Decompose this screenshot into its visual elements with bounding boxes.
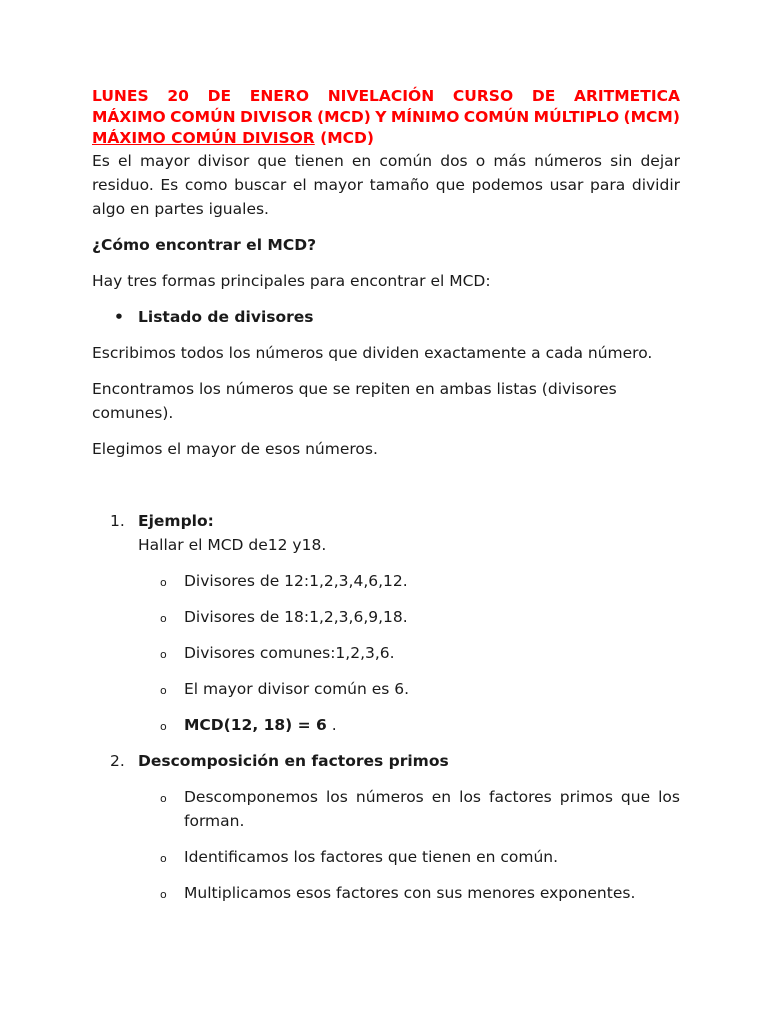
circle-bullet-icon: o	[160, 612, 167, 625]
sub-item-text: Multiplicamos esos factores con sus menores exponentes.	[184, 884, 636, 902]
heading-word: MÍNIMO	[390, 108, 460, 126]
heading-line-1	[92, 86, 680, 107]
mcd-result: MCD(12, 18) = 6	[184, 716, 327, 734]
sub-item-text: Divisores de 12:1,2,3,4,6,12.	[184, 572, 408, 590]
bullet-icon: •	[114, 308, 124, 326]
sub-list-item	[92, 881, 680, 905]
list-number: 1.	[110, 512, 125, 530]
sub-list-item	[92, 605, 680, 629]
heading-word: COMÚN	[463, 108, 530, 126]
circle-bullet-icon: o	[160, 576, 167, 589]
circle-bullet-icon: o	[160, 888, 167, 901]
numbered-item-example	[92, 509, 680, 557]
sub-list-item	[92, 845, 680, 869]
circle-bullet-icon: o	[160, 684, 167, 697]
bullet-item-listado	[92, 305, 680, 329]
example-prompt: Hallar el MCD de12 y18.	[138, 536, 327, 554]
heading-word: 20	[167, 87, 189, 105]
step-text: Elegimos el mayor de esos números.	[92, 440, 378, 458]
sub-item-text: El mayor divisor común es 6.	[184, 680, 410, 698]
heading-word: NIVELACIÓN	[327, 87, 435, 105]
example-title: Ejemplo:	[138, 512, 214, 530]
sub-list-item	[92, 785, 680, 833]
sub-list-item	[92, 569, 680, 593]
sub-item-text: Identificamos los factores que tienen en común.	[184, 848, 559, 866]
heading-word: MÁXIMO	[92, 108, 166, 126]
section-title-rest: (MCD)	[314, 129, 374, 147]
heading-word: Y	[375, 108, 387, 126]
bullet-title: Listado de divisores	[138, 308, 314, 326]
heading-word: CURSO	[452, 87, 514, 105]
circle-bullet-icon: o	[160, 852, 167, 865]
heading-word: (MCD)	[317, 108, 371, 126]
circle-bullet-icon: o	[160, 792, 167, 805]
mcd-result-tail: .	[326, 716, 337, 734]
list-number: 2.	[110, 752, 125, 770]
document-heading	[92, 86, 680, 149]
heading-word: DE	[207, 87, 232, 105]
numbered-item-factors	[92, 749, 680, 773]
sub-item-text: Descomponemos los números en los factores primos que los forman.	[184, 788, 680, 830]
heading-word: COMÚN	[170, 108, 236, 126]
heading-word: DE	[531, 87, 556, 105]
heading-word: (MCM)	[623, 108, 680, 126]
sub-list-item	[92, 677, 680, 701]
sub-item-text: Divisores de 18:1,2,3,6,9,18.	[184, 608, 408, 626]
heading-line-3	[92, 128, 680, 149]
method-title: Descomposición en factores primos	[138, 752, 449, 770]
sub-list-item	[92, 641, 680, 665]
heading-word: MÚLTIPLO	[533, 108, 620, 126]
heading-word: ENERO	[249, 87, 310, 105]
sub-item-text: Divisores comunes:1,2,3,6.	[184, 644, 395, 662]
circle-bullet-icon: o	[160, 648, 167, 661]
heading-word: DIVISOR	[240, 108, 313, 126]
circle-bullet-icon: o	[160, 720, 167, 733]
heading-line-2	[92, 107, 680, 128]
question-heading: ¿Cómo encontrar el MCD?	[92, 236, 317, 254]
sub-list-item-result	[92, 713, 680, 737]
step-text: Escribimos todos los números que dividen exactamente a cada número.	[92, 344, 653, 362]
intro-paragraph: Es el mayor divisor que tienen en común dos o más números sin dejar residuo. Es como buscar el mayor tamaño que podemos usar para dividir algo en partes iguales.	[92, 152, 680, 218]
three-ways-text: Hay tres formas principales para encontrar el MCD:	[92, 272, 491, 290]
heading-word: LUNES	[92, 87, 149, 105]
document-page	[92, 86, 680, 905]
step-text: Encontramos los números que se repiten en ambas listas (divisores comunes).	[92, 380, 617, 422]
heading-word: ARITMETICA	[573, 87, 680, 105]
section-title-underlined: MÁXIMO COMÚN DIVISOR	[92, 129, 315, 147]
